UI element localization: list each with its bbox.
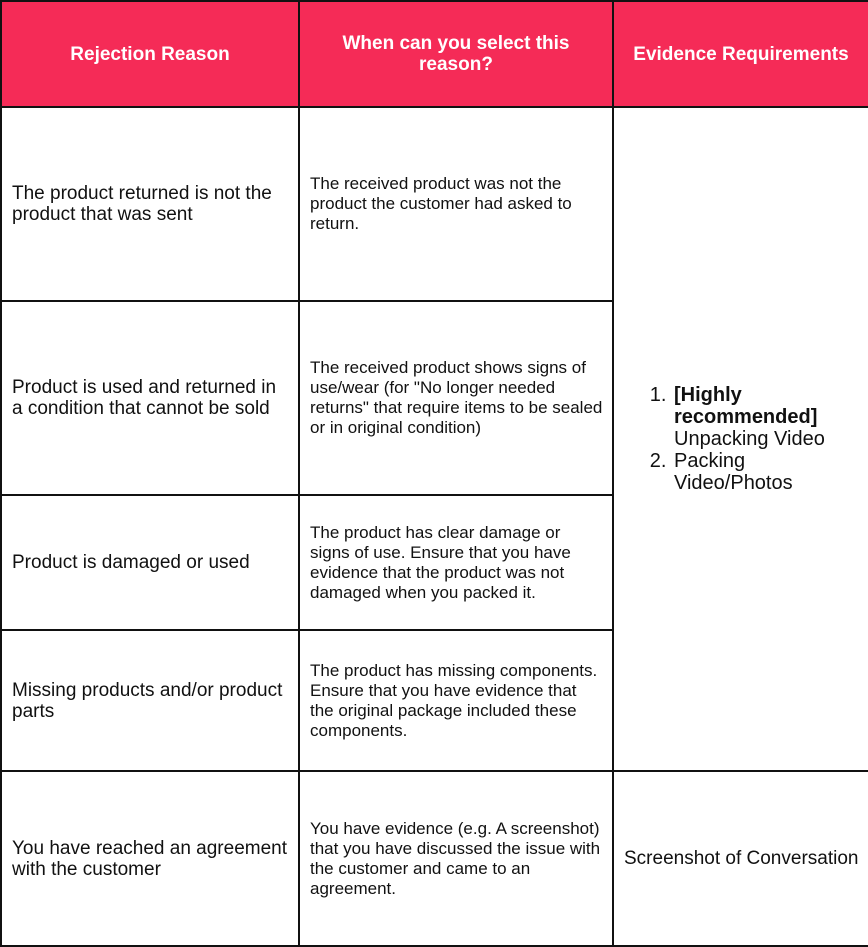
evidence-item-unpacking-video [672, 384, 860, 450]
header-when-select: When can you select this reason? [299, 1, 613, 107]
when-select-cell: The received product was not the product the customer had asked to return. [299, 107, 613, 301]
when-select-cell: The product has clear damage or signs of use. Ensure that you have evidence that the product was not damaged when you packed it. [299, 495, 613, 630]
header-rejection-reason: Rejection Reason [1, 1, 299, 107]
evidence-item-label: Unpacking Video [674, 428, 825, 450]
table-row [1, 771, 868, 946]
table-header-row [1, 1, 868, 107]
table-row [1, 107, 868, 301]
when-select-cell: The product has missing components. Ensure that you have evidence that the original package included these components. [299, 630, 613, 771]
rejection-reason-cell: Product is damaged or used [1, 495, 299, 630]
evidence-item-label: Packing Video/Photos [674, 450, 793, 494]
shared-evidence-cell [613, 107, 868, 771]
evidence-list [624, 384, 860, 494]
evidence-cell: Screenshot of Conversation [613, 771, 868, 946]
evidence-recommendation-tag: [Highly recommended] [674, 384, 818, 428]
rejection-reason-cell: Product is used and returned in a condition that cannot be sold [1, 301, 299, 495]
evidence-item-packing-video [672, 450, 860, 494]
rejection-reason-cell: Missing products and/or product parts [1, 630, 299, 771]
header-evidence-requirements: Evidence Requirements [613, 1, 868, 107]
rejection-reason-cell: You have reached an agreement with the customer [1, 771, 299, 946]
when-select-cell: You have evidence (e.g. A screenshot) that you have discussed the issue with the customer and came to an agreement. [299, 771, 613, 946]
rejection-reason-cell: The product returned is not the product that was sent [1, 107, 299, 301]
when-select-cell: The received product shows signs of use/wear (for "No longer needed returns" that require items to be sealed or in original condition) [299, 301, 613, 495]
